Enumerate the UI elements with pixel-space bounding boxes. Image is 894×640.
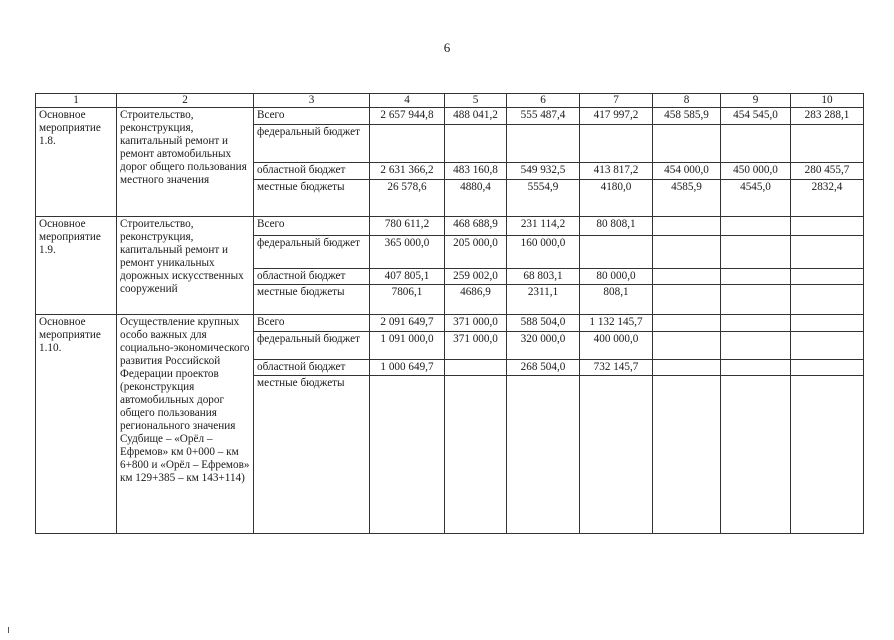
value-cell [721, 332, 791, 360]
value-cell [721, 315, 791, 332]
value-cell [653, 360, 721, 376]
value-cell [370, 125, 445, 163]
value-cell: 2311,1 [507, 285, 580, 315]
header-cell: 3 [254, 94, 370, 108]
value-cell: 160 000,0 [507, 236, 580, 269]
value-cell: 2832,4 [791, 180, 864, 217]
value-cell [445, 376, 507, 534]
table-row [36, 217, 864, 236]
value-cell: 1 132 145,7 [580, 315, 653, 332]
value-cell [791, 269, 864, 285]
value-cell: 4880,4 [445, 180, 507, 217]
table-row [36, 108, 864, 125]
value-cell [507, 376, 580, 534]
value-cell [445, 125, 507, 163]
value-cell: 80 000,0 [580, 269, 653, 285]
value-cell: 468 688,9 [445, 217, 507, 236]
value-cell: 4180,0 [580, 180, 653, 217]
table-row [36, 315, 864, 332]
value-cell: 400 000,0 [580, 332, 653, 360]
value-cell: 2 631 366,2 [370, 163, 445, 180]
funding-source-cell: Всего [254, 315, 370, 332]
value-cell: 4686,9 [445, 285, 507, 315]
funding-source-cell: Всего [254, 108, 370, 125]
value-cell: 80 808,1 [580, 217, 653, 236]
value-cell: 283 288,1 [791, 108, 864, 125]
value-cell: 780 611,2 [370, 217, 445, 236]
value-cell [791, 125, 864, 163]
funding-source-cell: областной бюджет [254, 163, 370, 180]
value-cell: 371 000,0 [445, 332, 507, 360]
value-cell [791, 285, 864, 315]
value-cell [507, 125, 580, 163]
funding-source-cell: областной бюджет [254, 269, 370, 285]
value-cell [370, 376, 445, 534]
funding-source-cell: Всего [254, 217, 370, 236]
value-cell [580, 125, 653, 163]
value-cell: 365 000,0 [370, 236, 445, 269]
value-cell [653, 125, 721, 163]
header-cell: 7 [580, 94, 653, 108]
value-cell [653, 285, 721, 315]
value-cell [653, 376, 721, 534]
value-cell: 280 455,7 [791, 163, 864, 180]
value-cell [721, 376, 791, 534]
value-cell: 5554,9 [507, 180, 580, 217]
description-cell: Строительство, реконструкция, капитальный ремонт и ремонт уникальных дорожных искусственных сооружений [117, 217, 254, 315]
value-cell: 483 160,8 [445, 163, 507, 180]
value-cell [791, 332, 864, 360]
value-cell [721, 360, 791, 376]
measure-cell: Основное мероприятие 1.8. [36, 108, 117, 217]
value-cell [791, 360, 864, 376]
value-cell: 231 114,2 [507, 217, 580, 236]
value-cell: 371 000,0 [445, 315, 507, 332]
measure-cell: Основное мероприятие 1.10. [36, 315, 117, 534]
value-cell: 4545,0 [721, 180, 791, 217]
value-cell: 2 091 649,7 [370, 315, 445, 332]
value-cell: 732 145,7 [580, 360, 653, 376]
funding-source-cell: местные бюджеты [254, 285, 370, 315]
value-cell: 808,1 [580, 285, 653, 315]
value-cell [580, 376, 653, 534]
value-cell [721, 285, 791, 315]
value-cell: 454 545,0 [721, 108, 791, 125]
value-cell [721, 125, 791, 163]
table-body [36, 94, 864, 534]
header-cell: 9 [721, 94, 791, 108]
value-cell: 555 487,4 [507, 108, 580, 125]
header-row [36, 94, 864, 108]
value-cell [580, 236, 653, 269]
value-cell: 407 805,1 [370, 269, 445, 285]
value-cell [653, 315, 721, 332]
value-cell [445, 360, 507, 376]
value-cell: 205 000,0 [445, 236, 507, 269]
header-cell: 8 [653, 94, 721, 108]
value-cell: 417 997,2 [580, 108, 653, 125]
value-cell: 2 657 944,8 [370, 108, 445, 125]
description-cell: Осуществление крупных особо важных для социально-экономического развития Российской Федерации проектов (реконструкция автомобильных дорог общего пользования регионального значения Судбище – «Орёл – Ефремов» км 0+000 – км 6+800 и «Орёл – Ефремов» км 129+385 – км 143+114) [117, 315, 254, 534]
value-cell [653, 236, 721, 269]
header-cell: 2 [117, 94, 254, 108]
value-cell [721, 269, 791, 285]
value-cell: 26 578,6 [370, 180, 445, 217]
funding-source-cell: местные бюджеты [254, 376, 370, 534]
header-cell: 5 [445, 94, 507, 108]
value-cell: 450 000,0 [721, 163, 791, 180]
value-cell [653, 269, 721, 285]
value-cell: 259 002,0 [445, 269, 507, 285]
value-cell: 1 091 000,0 [370, 332, 445, 360]
budget-table [35, 93, 864, 534]
value-cell: 68 803,1 [507, 269, 580, 285]
value-cell [791, 217, 864, 236]
header-cell: 10 [791, 94, 864, 108]
value-cell: 268 504,0 [507, 360, 580, 376]
funding-source-cell: федеральный бюджет [254, 236, 370, 269]
funding-source-cell: местные бюджеты [254, 180, 370, 217]
value-cell: 413 817,2 [580, 163, 653, 180]
value-cell: 488 041,2 [445, 108, 507, 125]
value-cell [791, 376, 864, 534]
value-cell: 4585,9 [653, 180, 721, 217]
header-cell: 4 [370, 94, 445, 108]
value-cell: 1 000 649,7 [370, 360, 445, 376]
value-cell: 549 932,5 [507, 163, 580, 180]
funding-source-cell: областной бюджет [254, 360, 370, 376]
value-cell: 320 000,0 [507, 332, 580, 360]
scan-mark [8, 627, 9, 633]
value-cell: 454 000,0 [653, 163, 721, 180]
value-cell: 588 504,0 [507, 315, 580, 332]
value-cell [721, 217, 791, 236]
value-cell [791, 315, 864, 332]
value-cell [653, 217, 721, 236]
measure-cell: Основное мероприятие 1.9. [36, 217, 117, 315]
value-cell [721, 236, 791, 269]
header-cell: 6 [507, 94, 580, 108]
value-cell [653, 332, 721, 360]
value-cell: 7806,1 [370, 285, 445, 315]
description-cell: Строительство, реконструкция, капитальный ремонт и ремонт автомобильных дорог общего пользования местного значения [117, 108, 254, 217]
value-cell: 458 585,9 [653, 108, 721, 125]
value-cell [791, 236, 864, 269]
page-number: 6 [443, 40, 451, 55]
funding-source-cell: федеральный бюджет [254, 332, 370, 360]
funding-source-cell: федеральный бюджет [254, 125, 370, 163]
header-cell: 1 [36, 94, 117, 108]
